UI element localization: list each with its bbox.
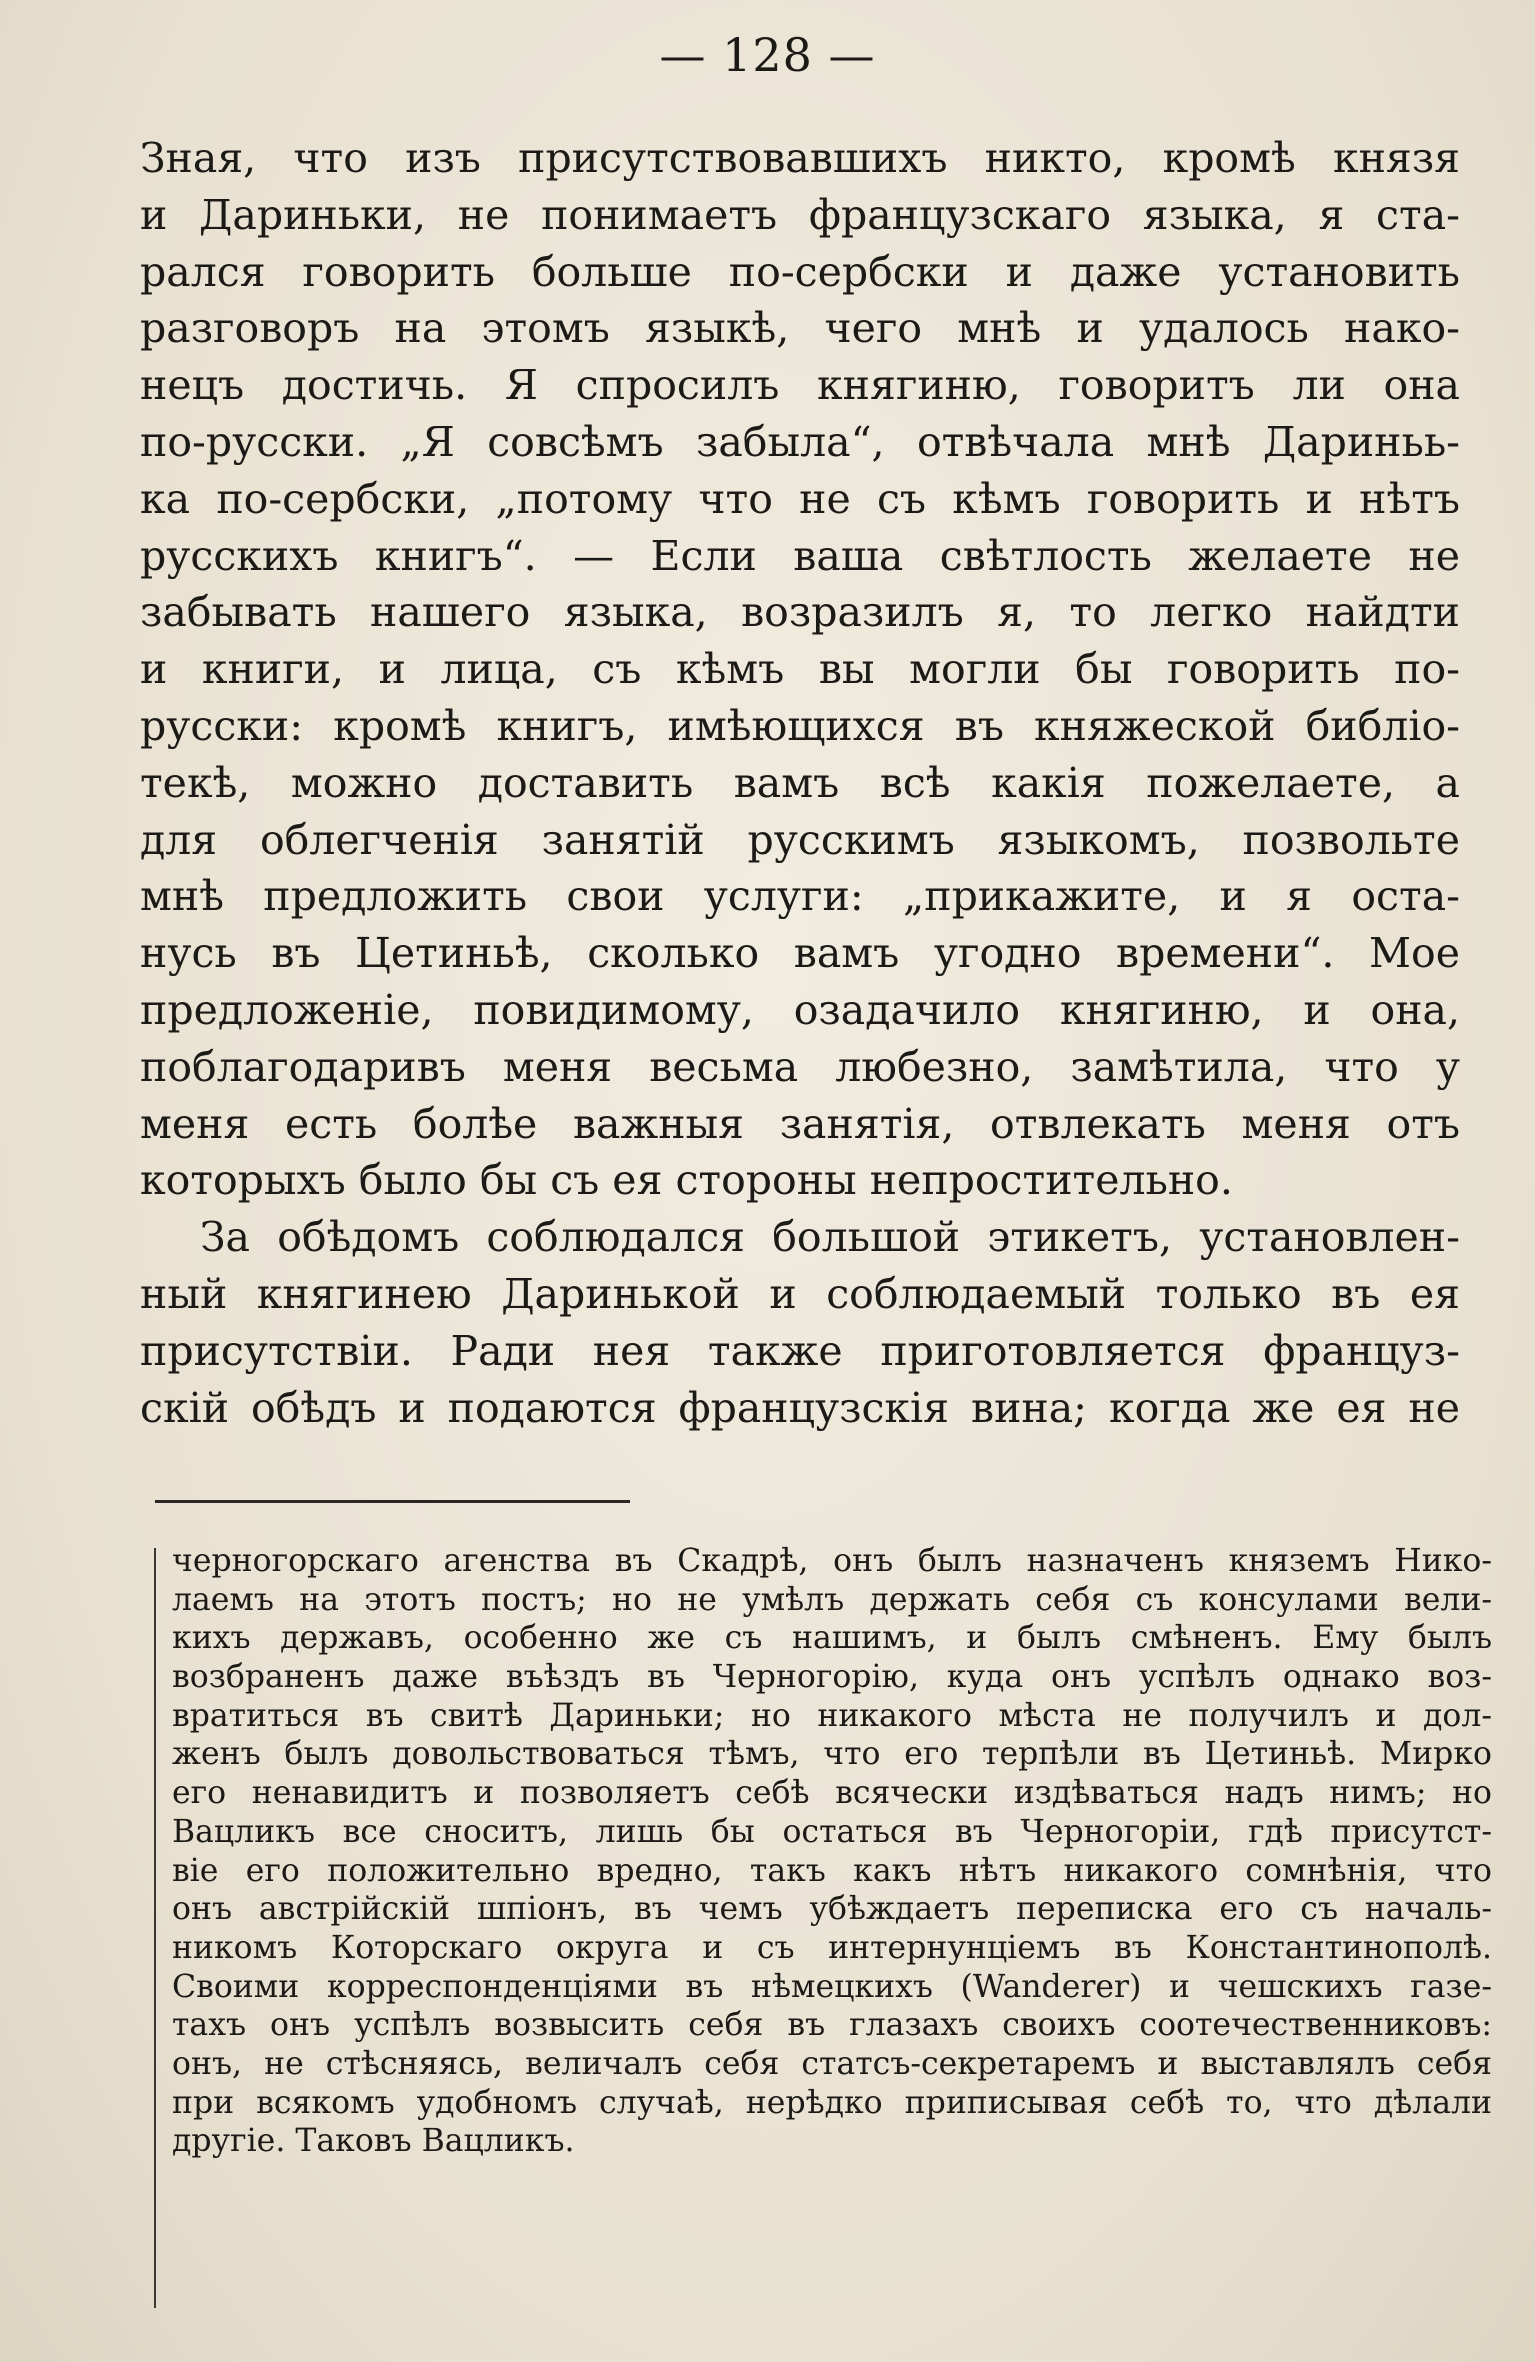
footnote-line: тахъ онъ успѣлъ возвысить себя въ глазахъ своихъ соотечественниковъ: [172,2007,1492,2044]
footnote-line: вратиться въ свитѣ Дариньки; но никакого мѣста не получилъ и дол- [172,1697,1492,1734]
main-text-line: и Дариньки, не понимаетъ французскаго языка, я ста- [140,190,1460,239]
main-text-line: забывать нашего языка, возразилъ я, то легко найдти [140,588,1460,637]
main-text-line: Зная, что изъ присутствовавшихъ никто, кромѣ князя [140,134,1460,182]
main-text-line: За обѣдомъ соблюдался большой этикетъ, установлен- [200,1213,1460,1262]
main-text-line: нусь въ Цетиньѣ, сколько вамъ угодно времени“. Мое [140,929,1460,978]
main-text-line: присутствіи. Ради нея также приготовляется француз- [140,1326,1460,1375]
main-text-line: для облегченія занятій русскимъ языкомъ, позвольте [140,815,1460,864]
main-text-line: меня есть болѣе важныя занятія, отвлекать меня отъ [140,1099,1460,1148]
main-text-line: скій обѣдъ и подаются французскія вина; когда же ея не [140,1383,1460,1432]
footnote-line: черногорскаго агенства въ Скадрѣ, онъ былъ назначенъ княземъ Нико- [172,1543,1492,1579]
footnote-margin-line [154,1548,156,2308]
footnote-line: никомъ Которскаго округа и съ интернунціемъ въ Константинополѣ. [172,1929,1492,1966]
main-text-line: нецъ достичь. Я спросилъ княгиню, говоритъ ли она [140,361,1460,410]
footnote-line: кихъ державъ, особенно же съ нашимъ, и былъ смѣненъ. Ему былъ [172,1620,1492,1657]
footnote-line: его ненавидитъ и позволяетъ себѣ всячески издѣваться надъ нимъ; но [172,1775,1492,1812]
main-text-line: по-русски. „Я совсѣмъ забыла“, отвѣчала мнѣ Дариньь- [140,417,1460,466]
main-text-block [140,130,1460,1436]
main-text-line: русскихъ книгъ“. — Если ваша свѣтлость желаете не [140,531,1460,580]
footnote-block [172,1542,1492,2161]
main-text-line: которыхъ было бы съ ея стороны непростительно. [140,1156,1233,1205]
footnote-line: другіе. Таковъ Вацликъ. [172,2123,575,2160]
main-text-line: предложеніе, повидимому, озадачило княгиню, и она, [140,985,1460,1034]
main-text-line: русски: кромѣ книгъ, имѣющихся въ княжеской библіо- [140,701,1460,750]
footnote-line: онъ австрійскій шпіонъ, въ чемъ убѣждаетъ переписка его съ началь- [172,1891,1492,1928]
footnote-line: женъ былъ довольствоваться тѣмъ, что его терпѣли въ Цетиньѣ. Мирко [172,1736,1492,1773]
main-text-line: текѣ, можно доставить вамъ всѣ какія пожелаете, а [140,758,1460,807]
footnote-line: Своими корреспонденціями въ нѣмецкихъ (Wanderer) и чешскихъ газе- [172,1968,1492,2005]
page-number: — 128 — [659,28,876,82]
main-text-line: ка по-сербски, „потому что не съ кѣмъ говорить и нѣтъ [140,474,1460,523]
main-text-line: разговоръ на этомъ языкѣ, чего мнѣ и удалось нако- [140,304,1460,353]
main-text-line: мнѣ предложить свои услуги: „прикажите, и я оста- [140,872,1460,921]
main-text-line: ный княгинею Даринькой и соблюдаемый только въ ея [140,1269,1460,1318]
main-text-line: рался говорить больше по-сербски и даже установить [140,247,1460,296]
footnote-line: лаемъ на этотъ постъ; но не умѣлъ держать себя съ консулами вели- [172,1581,1492,1618]
footnote-line: при всякомъ удобномъ случаѣ, нерѣдко приписывая себѣ то, что дѣлали [172,2084,1492,2121]
footnote-line: возбраненъ даже въѣздъ въ Черногорію, куда онъ успѣлъ однако воз- [172,1659,1492,1696]
footnote-divider [155,1500,630,1503]
footnote-line: віе его положительно вредно, такъ какъ нѣтъ никакого сомнѣнія, что [172,1852,1492,1889]
footnote-line: онъ, не стѣсняясь, величалъ себя статсъ-секретаремъ и выставлялъ себя [172,2045,1492,2082]
main-text-line: поблагодаривъ меня весьма любезно, замѣтила, что у [140,1042,1460,1091]
footnote-line: Вацликъ все сноситъ, лишь бы остаться въ Черногоріи, гдѣ присутст- [172,1813,1492,1850]
main-text-line: и книги, и лица, съ кѣмъ вы могли бы говорить по- [140,645,1460,694]
